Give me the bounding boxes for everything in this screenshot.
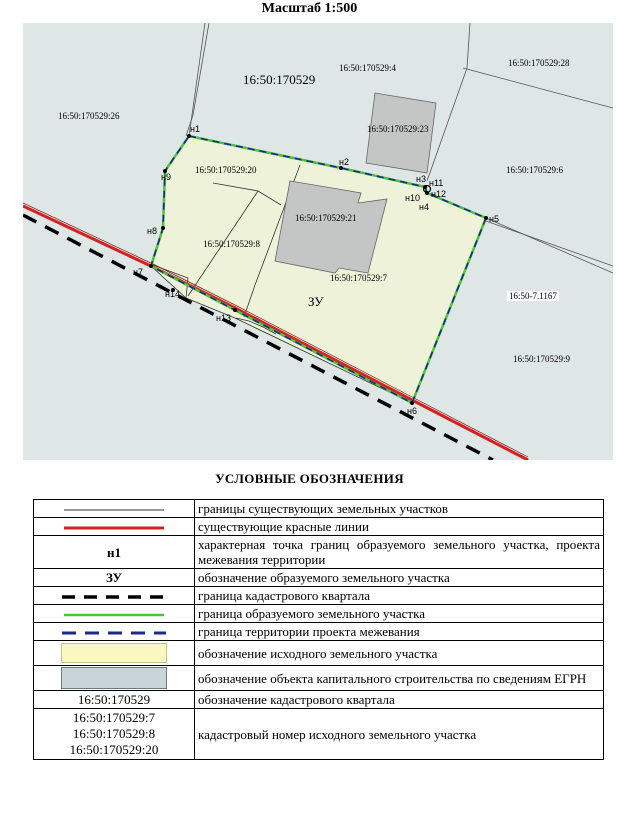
legend-desc: граница кадастрового квартала — [195, 587, 604, 605]
parcel-label: 16:50:170529:9 — [513, 354, 571, 364]
legend-symbol — [34, 641, 195, 666]
parcel-label: 16:50:170529:23 — [367, 124, 429, 134]
point-label: н3 — [416, 174, 426, 184]
point-label: н12 — [431, 189, 446, 199]
blue-dash-symbol — [59, 629, 169, 637]
quarter-label: 16:50:170529 — [243, 72, 316, 87]
black-dash-symbol — [59, 593, 169, 601]
point-label: н10 — [405, 193, 420, 203]
legend-desc: границы существующих земельных участков — [195, 500, 604, 518]
point-label: н4 — [419, 202, 429, 212]
parcel-label: 16:50:170529:20 — [195, 165, 257, 175]
legend-row — [34, 691, 604, 709]
legend-row — [34, 709, 604, 760]
scale-title: Масштаб 1:500 — [261, 1, 358, 16]
grey-box-symbol — [61, 667, 167, 689]
legend-title: УСЛОВНЫЕ ОБОЗНАЧЕНИЯ — [215, 471, 404, 486]
parcel-label: 16:50:170529:26 — [58, 111, 120, 121]
legend-desc: характерная точка границ образуемого земельного участка, проекта межевания территории — [195, 536, 604, 569]
legend-desc: граница образуемого земельного участка — [195, 605, 604, 623]
point-label: н1 — [190, 124, 200, 134]
cadastral-number: 16:50:170529:7 — [72, 710, 156, 725]
legend-desc: обозначение объекта капитального строительства по сведениям ЕГРН — [195, 666, 604, 691]
thin-line-symbol — [59, 506, 169, 514]
legend-row — [34, 623, 604, 641]
green-line-symbol — [59, 611, 169, 619]
legend-row — [34, 641, 604, 666]
parcel-label: 16:50:170529:7 — [330, 273, 388, 283]
point-label: н11 — [429, 178, 444, 188]
legend-symbol-text: ЗУ — [34, 569, 195, 587]
parcel-label: 16:50-7.1167 — [509, 291, 557, 301]
parcel-label: 16:50:170529:6 — [506, 165, 564, 175]
legend-symbol — [34, 587, 195, 605]
point-label: н2 — [339, 157, 349, 167]
point-label: н9 — [161, 172, 171, 182]
point-label: н7 — [133, 267, 143, 277]
legend-row — [34, 518, 604, 536]
parcel-label: 16:50:170529:21 — [295, 213, 357, 223]
point-label: н13 — [216, 313, 231, 323]
cadastral-map — [23, 23, 613, 460]
yellow-box-symbol — [61, 643, 167, 663]
legend-symbol — [34, 666, 195, 691]
cadastral-number: 16:50:170529:8 — [72, 726, 156, 741]
legend-symbol-text: 16:50:170529 — [34, 691, 195, 709]
parcel-label: 16:50:170529:28 — [508, 58, 570, 68]
legend-desc: обозначение исходного земельного участка — [195, 641, 604, 666]
point-label: н14 — [165, 289, 180, 299]
legend-desc: обозначение образуемого земельного участка — [195, 569, 604, 587]
cadastral-number: 16:50:170529:20 — [69, 742, 159, 757]
point-label: н8 — [147, 226, 157, 236]
point-label: н5 — [489, 214, 499, 224]
legend-symbol-text: н1 — [34, 536, 195, 569]
parcel-label: 16:50:170529:8 — [203, 239, 261, 249]
legend-desc: обозначение кадастрового квартала — [195, 691, 604, 709]
parcel-label: 16:50:170529:4 — [339, 63, 397, 73]
red-line-symbol — [59, 524, 169, 532]
legend-row — [34, 569, 604, 587]
zu-label: ЗУ — [308, 294, 324, 309]
legend-row — [34, 666, 604, 691]
map-canvas — [23, 23, 613, 460]
legend-symbol — [34, 500, 195, 518]
legend-row — [34, 500, 604, 518]
legend-symbol — [34, 605, 195, 623]
legend-table — [33, 499, 604, 760]
legend-symbol — [34, 518, 195, 536]
legend-row — [34, 605, 604, 623]
legend-row — [34, 587, 604, 605]
legend-row — [34, 536, 604, 569]
point-label: н6 — [407, 406, 417, 416]
legend-desc: граница территории проекта межевания — [195, 623, 604, 641]
legend-symbol-multi — [34, 709, 195, 760]
legend-desc: кадастровый номер исходного земельного участка — [195, 709, 604, 760]
legend-symbol — [34, 623, 195, 641]
legend-desc: существующие красные линии — [195, 518, 604, 536]
